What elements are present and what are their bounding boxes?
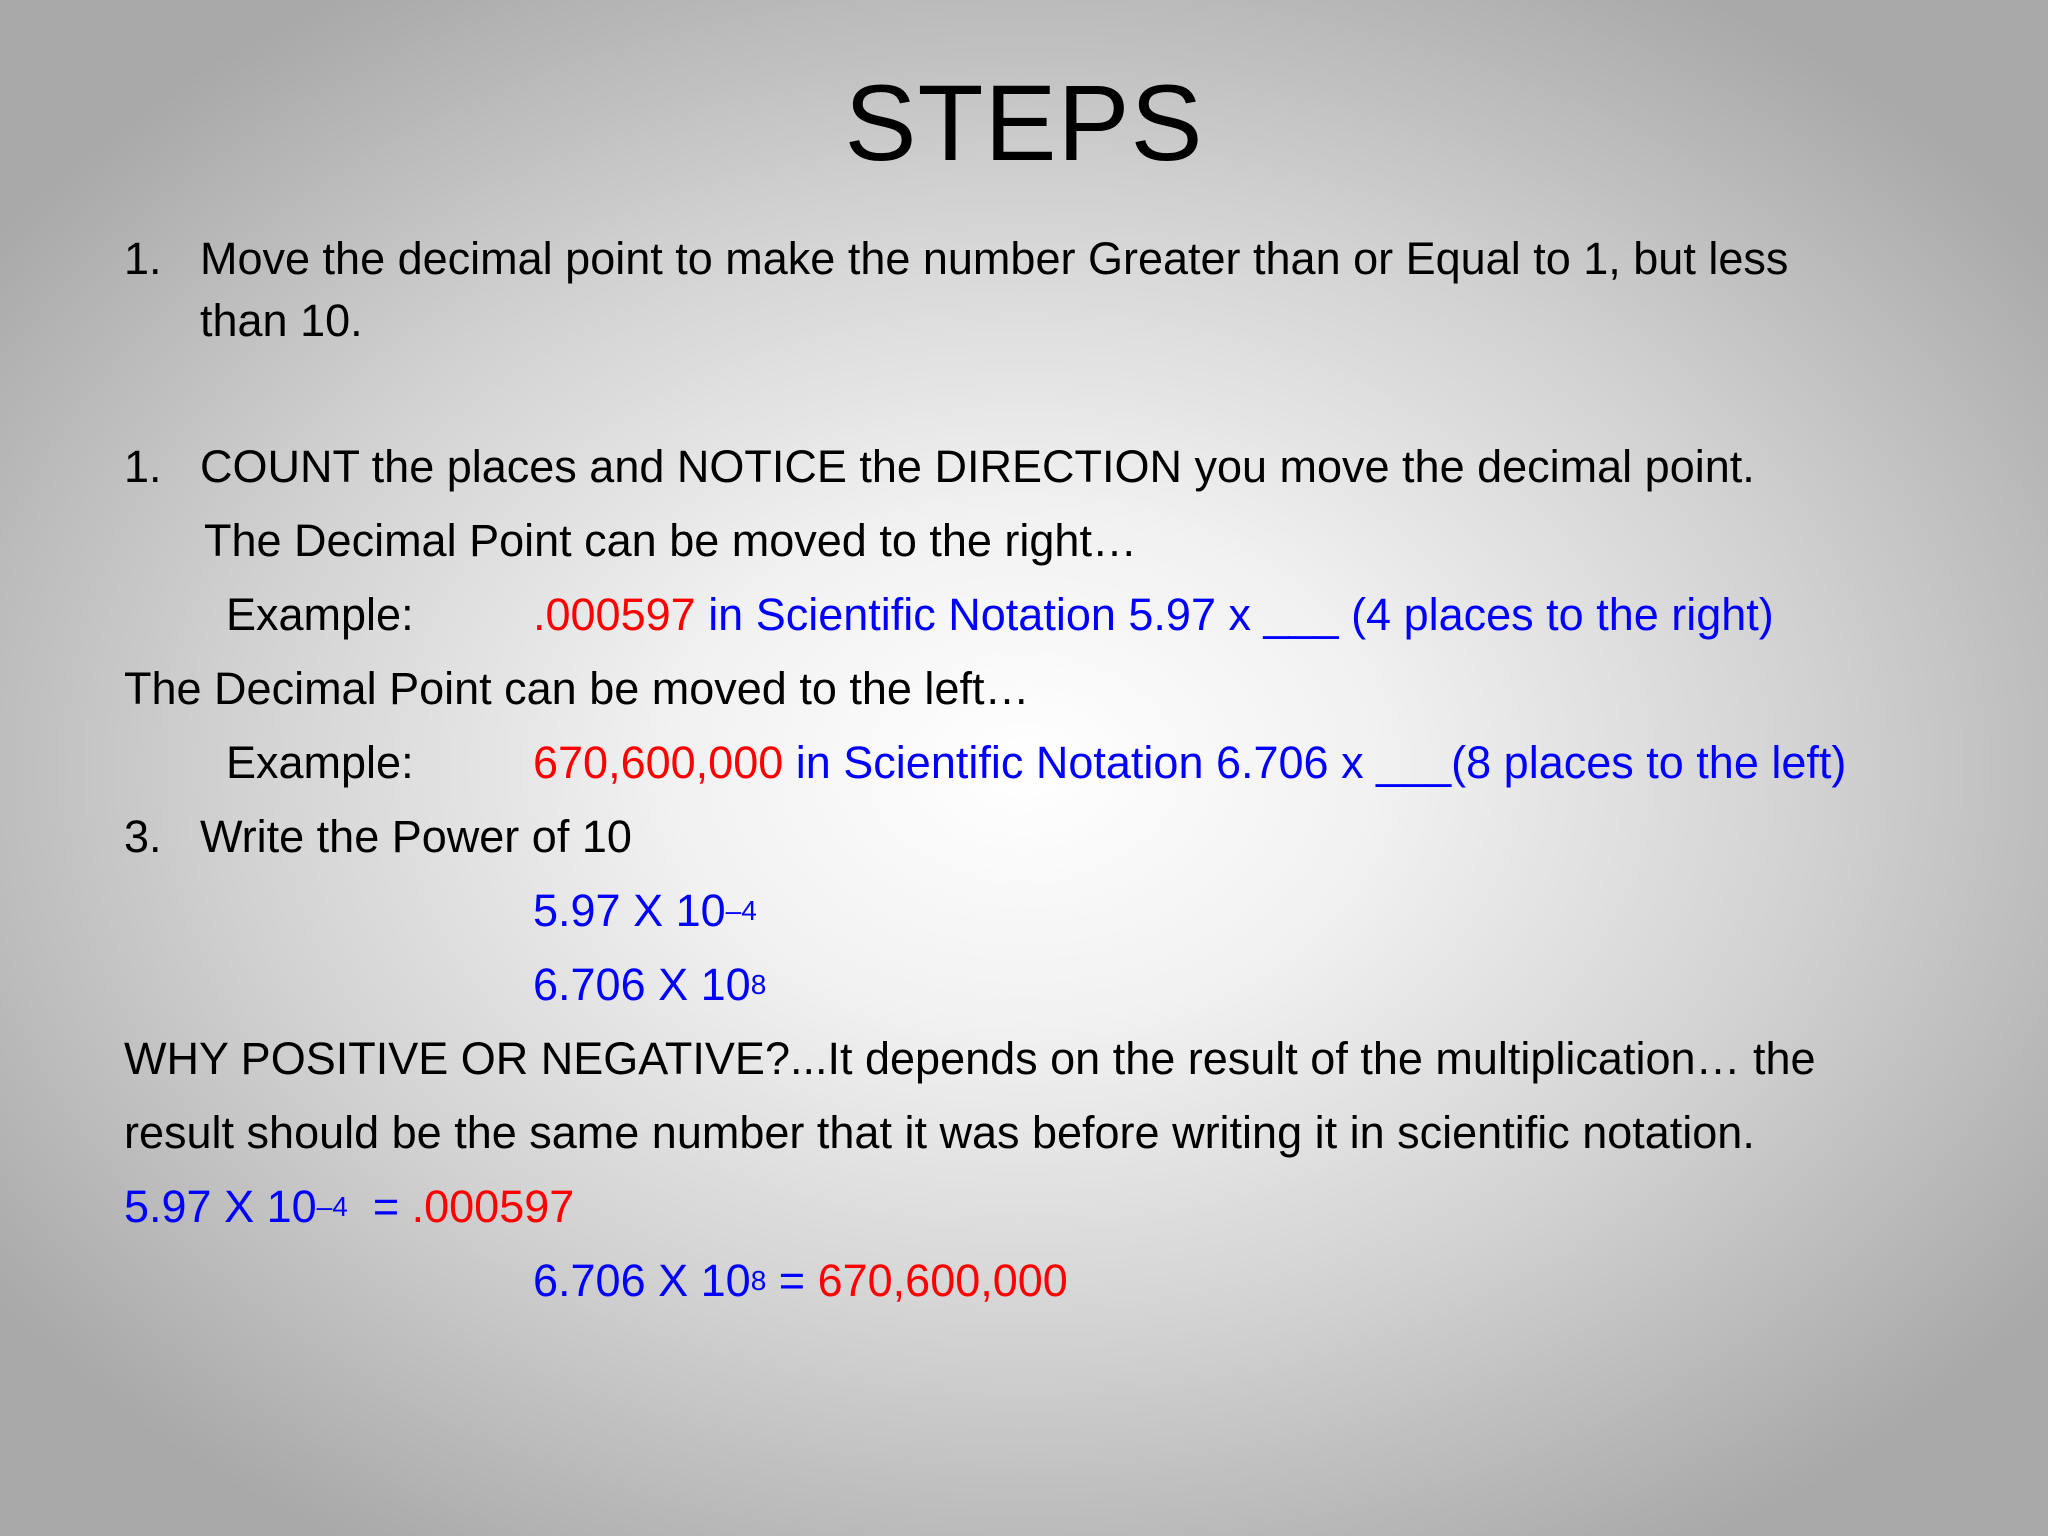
result1-base: 5.97 X 10 <box>124 1181 317 1232</box>
step1-text-line2: than 10. <box>200 295 363 346</box>
result2-base: 6.706 X 10 <box>533 1255 751 1306</box>
step1-number: 1. <box>124 233 162 284</box>
result1 <box>124 1176 574 1238</box>
power2-exponent: 8 <box>750 969 767 1000</box>
left-move-intro: The Decimal Point can be moved to the left… <box>124 663 1030 714</box>
result1-equals: = <box>372 1181 400 1232</box>
result1-exponent: –4 <box>316 1191 348 1222</box>
step2-text: COUNT the places and NOTICE the DIRECTION you move the decimal point. <box>200 441 1755 492</box>
example1-number: .000597 <box>533 589 696 640</box>
step1-text-line1: Move the decimal point to make the number Greater than or Equal to 1, but less <box>200 233 1789 284</box>
result2 <box>533 1250 1068 1312</box>
result2-value: 670,600,000 <box>817 1255 1068 1306</box>
example2-row <box>533 732 1846 794</box>
power1-base: 5.97 X 10 <box>533 885 726 936</box>
example2-label: Example: <box>226 737 414 788</box>
power1 <box>533 880 757 942</box>
example2-number: 670,600,000 <box>533 737 784 788</box>
example1-row <box>533 584 1774 646</box>
power1-exponent: –4 <box>725 895 757 926</box>
power2 <box>533 954 766 1016</box>
step2-number: 1. <box>124 441 162 492</box>
example1-label: Example: <box>226 589 414 640</box>
why-line2: result should be the same number that it was before writing it in scientific notation. <box>124 1107 1755 1158</box>
why-line1: WHY POSITIVE OR NEGATIVE?...It depends on the result of the multiplication… the <box>124 1033 1816 1084</box>
right-move-intro: The Decimal Point can be moved to the right… <box>204 515 1137 566</box>
power2-base: 6.706 X 10 <box>533 959 751 1010</box>
example1-notation: in Scientific Notation 5.97 x ___ (4 places to the right) <box>708 589 1774 640</box>
slide-title: STEPS <box>844 62 1204 183</box>
result2-equals: = <box>778 1255 806 1306</box>
example2-notation: in Scientific Notation 6.706 x ___(8 places to the left) <box>795 737 1847 788</box>
step3-text: Write the Power of 10 <box>200 811 632 862</box>
result2-exponent: 8 <box>750 1265 767 1296</box>
step3-number: 3. <box>124 811 162 862</box>
result1-value: .000597 <box>411 1181 575 1232</box>
